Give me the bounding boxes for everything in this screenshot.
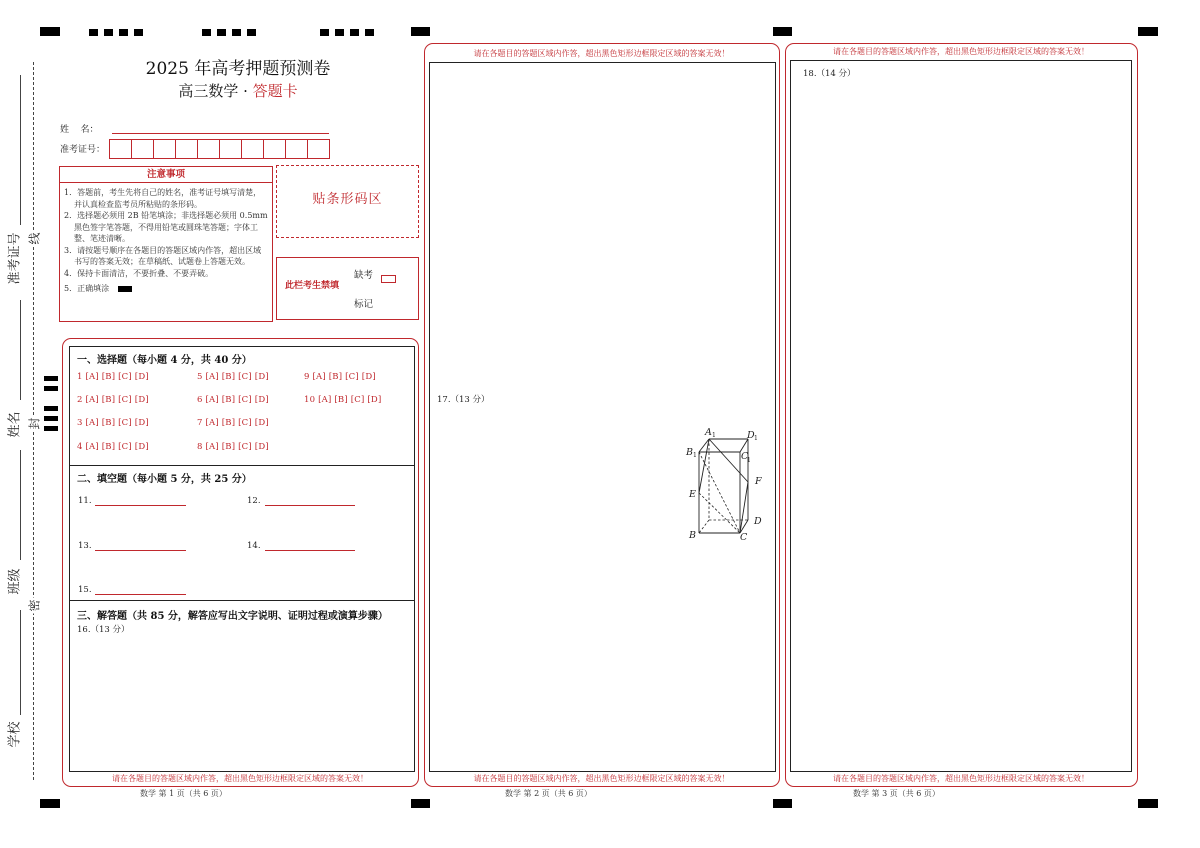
notice-box <box>59 166 273 322</box>
choice-q2[interactable]: 2 [A] [B] [C] [D] <box>77 395 149 405</box>
blank-q15-label: 15. <box>78 585 92 595</box>
exam-id-vertical-label: 准考证号 <box>7 232 23 285</box>
blank-q13[interactable] <box>95 550 186 551</box>
vertex-d1-sub: 1 <box>754 435 758 442</box>
page3-answer-region[interactable] <box>790 60 1132 772</box>
section-divider <box>69 600 414 601</box>
vertex-d1: D <box>747 430 755 441</box>
choice-q8[interactable]: 8 [A] [B] [C] [D] <box>197 442 269 452</box>
edge-e-a1 <box>699 439 709 493</box>
blank-q15[interactable] <box>95 594 186 595</box>
filled-bubble-sample <box>118 286 132 292</box>
edge-c-f <box>740 482 748 533</box>
page3-bottom-warning: 请在各题目的答题区域内作答，超出黑色矩形边框限定区域的答案无效！ <box>833 774 1089 783</box>
choice-q1[interactable]: 1 [A] [B] [C] [D] <box>77 372 149 382</box>
page2-top-warning: 请在各题目的答题区域内作答，超出黑色矩形边框限定区域的答案无效！ <box>473 49 730 58</box>
vertex-b: B <box>689 530 696 541</box>
prism-figure <box>683 425 768 543</box>
vertex-f: F <box>755 476 762 487</box>
page3-footer: 数学 第 3 页（共 6 页） <box>853 789 940 798</box>
notice-item <box>64 283 268 295</box>
absent-restricted-label: 此栏考生禁填 <box>285 281 340 291</box>
school-vertical-label: 学校 <box>7 721 23 748</box>
blank-q13-label: 13. <box>78 541 92 551</box>
barcode-area <box>276 165 419 238</box>
notice-item-text: 5．正确填涂 <box>64 284 110 293</box>
question-16-label: 16.（13 分） <box>77 625 130 635</box>
page-subtitle <box>60 80 416 101</box>
vertex-c1: C <box>741 451 749 462</box>
blank-q12[interactable] <box>265 505 355 506</box>
notice-item: 3．请按题号顺序在各题目的答题区域内作答，超出区域书写的答案无效；在草稿纸、试题卷上答题无效。 <box>64 245 262 266</box>
blank-q12-label: 12. <box>247 496 261 506</box>
subtitle-prefix: 高三数学 · <box>178 82 253 100</box>
absent-mark-box <box>276 257 419 320</box>
blank-q11-label: 11. <box>78 496 92 506</box>
page3-top-warning: 请在各题目的答题区域内作答，超出黑色矩形边框限定区域的答案无效！ <box>833 47 1089 56</box>
vertex-d: D <box>754 516 762 527</box>
absent-mark-label-bottom: 标记 <box>354 299 374 310</box>
absent-checkbox[interactable] <box>381 275 396 283</box>
question-16-answer-area[interactable] <box>70 636 412 769</box>
secret-mark-label: 密 <box>27 599 42 612</box>
choice-q5[interactable]: 5 [A] [B] [C] [D] <box>197 372 269 382</box>
line-mark-label: 线 <box>27 232 42 245</box>
notice-title: 注意事项 <box>60 167 272 183</box>
name-field[interactable] <box>112 133 329 134</box>
choice-q3[interactable]: 3 [A] [B] [C] [D] <box>77 418 149 428</box>
blank-q14[interactable] <box>265 550 355 551</box>
class-vertical-label: 班级 <box>7 568 23 595</box>
choice-q4[interactable]: 4 [A] [B] [C] [D] <box>77 442 149 452</box>
section3-title: 三、解答题（共 85 分，解答应写出文字说明、证明过程或演算步骤） <box>77 611 388 622</box>
subtitle-accent: 答题卡 <box>252 82 298 100</box>
blank-q11[interactable] <box>95 505 186 506</box>
hidden-edge-b1-c <box>699 452 740 533</box>
page-title: 2025 年高考押题预测卷 <box>145 59 331 79</box>
exam-id-boxes[interactable] <box>109 139 330 159</box>
page2-answer-region[interactable] <box>429 62 776 772</box>
notice-item: 2．选择题必须用 2B 铅笔填涂；非选择题必须用 0.5mm 黑色签字笔答题，不得用铅笔或圆珠笔答题；字体工整、笔迹清晰。 <box>64 211 268 243</box>
question-18-label: 18.（14 分） <box>803 69 856 79</box>
seal-mark-label: 封 <box>27 417 42 430</box>
name-field-label: 姓 名： <box>60 125 99 135</box>
vertex-a1: A <box>705 427 712 438</box>
page1-warning: 请在各题目的答题区域内作答，超出黑色矩形边框限定区域的答案无效！ <box>112 774 368 783</box>
hidden-edge-a-b <box>699 520 709 533</box>
notice-item: 1．答题前，考生先将自己的姓名，准考证号填写清楚，并认真检查监考员所粘贴的条形码。 <box>64 188 262 209</box>
vertex-b1: B <box>686 447 693 458</box>
absent-mark-label-top: 缺考 <box>354 270 374 281</box>
page2-footer: 数学 第 2 页（共 6 页） <box>505 789 592 798</box>
blank-q14-label: 14. <box>247 541 261 551</box>
vertex-c: C <box>740 532 748 543</box>
page1-footer: 数学 第 1 页（共 6 页） <box>140 789 227 798</box>
barcode-label: 贴条形码区 <box>312 192 383 207</box>
choice-q7[interactable]: 7 [A] [B] [C] [D] <box>197 418 269 428</box>
vertex-b1-sub: 1 <box>693 452 697 459</box>
question-17-label: 17.（13 分） <box>437 395 490 405</box>
exam-id-label: 准考证号： <box>60 145 106 155</box>
name-vertical-label: 姓名 <box>7 411 23 438</box>
choice-q10[interactable]: 10 [A] [B] [C] [D] <box>304 395 382 405</box>
section2-title: 二、填空题（每小题 5 分，共 25 分） <box>77 474 252 485</box>
vertex-a1-sub: 1 <box>712 432 716 439</box>
section1-title: 一、选择题（每小题 4 分，共 40 分） <box>77 355 252 366</box>
choice-q6[interactable]: 6 [A] [B] [C] [D] <box>197 395 269 405</box>
notice-item: 4．保持卡面清洁，不要折叠、不要弄破。 <box>64 268 214 278</box>
page2-bottom-warning: 请在各题目的答题区域内作答，超出黑色矩形边框限定区域的答案无效！ <box>473 774 730 783</box>
hidden-edge-e-c <box>699 493 740 533</box>
vertex-e: E <box>689 489 696 500</box>
vertex-c1-sub: 1 <box>747 457 751 464</box>
section-divider <box>69 465 414 466</box>
choice-q9[interactable]: 9 [A] [B] [C] [D] <box>304 372 376 382</box>
